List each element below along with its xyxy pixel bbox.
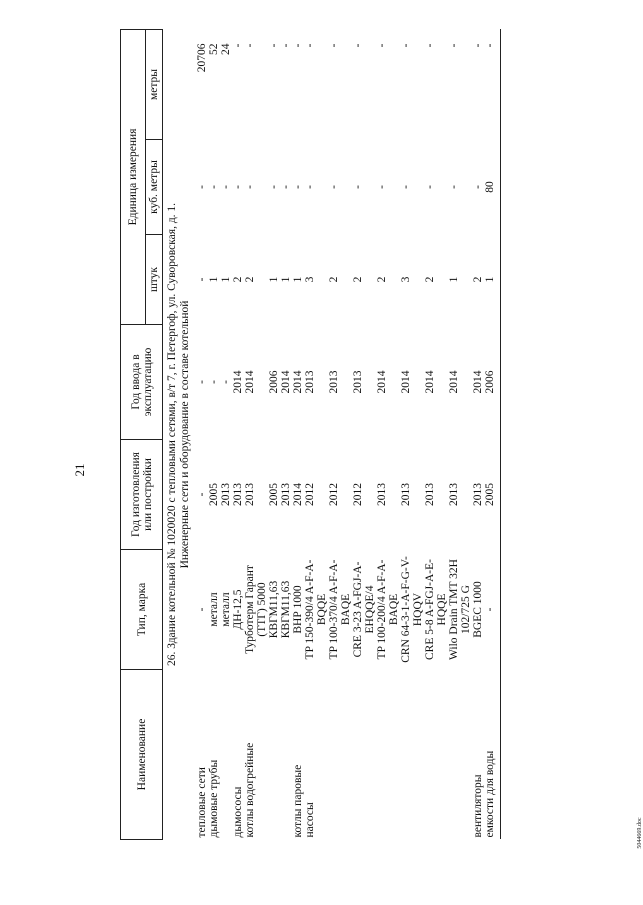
table-bottom-rule [496,29,501,839]
cell-name: тепловые сети [196,767,208,838]
table-row [424,29,448,839]
cell-made: 2012 [352,483,364,506]
cell-name [328,670,352,840]
header-unit: Единица измерения [121,29,146,324]
cell-name [220,670,232,840]
table-row [376,29,400,839]
table-row [304,29,328,839]
cell-m: 24 [220,43,232,55]
table-row [400,29,424,839]
rotated-table-sheet [120,30,590,840]
cell-m: - [232,43,244,48]
cell-pcs: 2 [376,276,388,283]
cell-comm: 2013 [304,370,316,394]
cell-m: - [376,43,388,48]
cell-m: - [268,43,280,48]
cell-pcs: 3 [304,276,316,283]
cell-made: 2013 [448,483,460,506]
cell-m: - [328,43,340,48]
cell-name: насосы [304,802,316,838]
cell-pcs: 2 [352,276,364,283]
cell-name [400,670,424,840]
table-row [220,29,232,839]
cell-m3: - [232,185,244,189]
cell-comm: 2014 [400,370,412,394]
cell-comm: 2014 [292,370,304,394]
cell-pcs: 1 [484,276,496,283]
cell-type: металл [208,592,220,627]
cell-comm: 2014 [376,370,388,394]
cell-comm: - [220,380,232,384]
cell-comm: 2006 [484,370,496,394]
cell-comm: - [196,380,208,384]
table-row [280,29,292,839]
section-title-row [163,29,197,839]
table-row [196,29,208,839]
cell-type: CRE 3-23 A-FGJ-A-EHQQE/4 [352,561,376,658]
cell-made: 2005 [484,483,496,506]
cell-pcs: 2 [244,276,256,283]
cell-type: TP 100-200/4 A-F-A-BAQE [376,559,400,660]
cell-made: 2013 [376,483,388,506]
cell-made: 2014 [292,483,304,506]
cell-type: КВГМ11,63 [268,580,280,639]
cell-name [352,670,376,840]
cell-pcs: 2 [424,276,436,283]
cell-comm: 2014 [424,370,436,394]
cell-m: 52 [208,43,220,55]
table-row [232,29,244,839]
cell-m3: 80 [484,181,496,193]
cell-made: 2012 [304,483,316,506]
cell-m: - [484,43,496,48]
cell-m3: - [328,185,340,189]
cell-m3: - [268,185,280,189]
cell-m: - [424,43,436,48]
header-type: Тип, марка [121,550,163,670]
cell-type: металл [220,592,232,627]
cell-made: 2013 [232,483,244,506]
cell-m: - [448,43,460,48]
cell-comm: - [208,380,220,384]
footer-filename: 5044669.doc [637,817,643,849]
cell-type: Wilo Drain TMT 32H 102/725 G [448,559,472,661]
cell-name [376,670,400,840]
cell-pcs: 1 [292,276,304,283]
cell-m3: - [292,185,304,189]
cell-type: ДН-12,5 [232,589,244,630]
cell-m3: - [472,185,484,189]
header-name: Наименование [121,670,163,840]
page-number: 21 [72,463,87,477]
cell-name [424,670,448,840]
section-title: 26. Здание котельной № 1020020 с тепловыми сетями, в/т 7, г. Петергоф, ул. Суворовская, д. 1. [166,202,178,667]
cell-m3: - [400,185,412,189]
table-row [484,29,496,839]
cell-comm: 2014 [472,370,484,394]
header-pcs: штук [146,235,163,325]
cell-made: 2013 [244,483,256,506]
cell-m3: - [244,185,256,189]
cell-type: CRN 64-3-1-A-F-G-V-HQQV [400,556,424,663]
cell-name [280,670,292,840]
cell-m3: - [352,185,364,189]
cell-made: 2013 [424,483,436,506]
cell-name: дымовые трубы [208,759,220,838]
cell-type: TP 100-370/4 A-F-A-BAQE [328,559,352,660]
cell-m3: - [304,185,316,189]
cell-pcs: 1 [280,276,292,283]
table-row [268,29,280,839]
cell-comm: 2014 [232,370,244,394]
cell-m3: - [280,185,292,189]
table-row [352,29,376,839]
cell-name: котлы паровые [292,764,304,838]
cell-pcs: 3 [400,276,412,283]
cell-m: - [292,43,304,48]
cell-comm: 2014 [280,370,292,394]
cell-pcs: 1 [220,276,232,283]
cell-name [268,670,280,840]
header-made-year: Год изготовления или постройки [121,440,163,550]
cell-m3: - [220,185,232,189]
cell-made: 2005 [208,483,220,506]
cell-type: КВГМ11,63 [280,580,292,639]
cell-m: 20706 [196,43,208,73]
cell-comm: 2006 [268,370,280,394]
cell-m: - [244,43,256,48]
cell-pcs: 1 [208,276,220,283]
cell-made: - [196,492,208,497]
cell-type: - [196,607,208,612]
cell-type: TP 150-390/4 A-F-A-BQQE [304,559,328,660]
cell-m: - [472,43,484,48]
cell-comm: 2014 [448,370,460,394]
table-row [208,29,220,839]
cell-type: - [484,607,496,612]
cell-made: 2013 [472,483,484,506]
cell-m3: - [208,185,220,189]
cell-name: дымососы [232,786,244,838]
header-m: метры [146,29,163,139]
cell-pcs: 1 [448,276,460,283]
cell-pcs: 2 [328,276,340,283]
header-m3: куб. метры [146,140,163,235]
cell-m3: - [196,185,208,189]
table-row [448,29,472,839]
cell-m: - [352,43,364,48]
cell-pcs: - [196,277,208,282]
cell-m: - [400,43,412,48]
cell-name [448,670,472,840]
cell-type: CRE 5-8 A-FGJ-A-E-HQQE [424,559,448,660]
cell-m3: - [424,185,436,189]
cell-m: - [280,43,292,48]
cell-made: 2013 [400,483,412,506]
cell-pcs: 2 [232,276,244,283]
cell-comm: 2013 [328,370,340,394]
cell-made: 2013 [280,483,292,506]
section-subtitle: Инженерные сети и оборудование в составе котельной [179,300,191,569]
cell-made: 2005 [268,483,280,506]
cell-m: - [304,43,316,48]
cell-type: BGEC 1000 [472,581,484,638]
table-row [292,29,304,839]
cell-comm: 2013 [352,370,364,394]
cell-name: котлы водогрейные [244,742,256,838]
cell-comm: 2014 [244,370,256,394]
table-row [472,29,484,839]
table-body [163,29,501,839]
cell-pcs: 2 [472,276,484,283]
cell-pcs: 1 [268,276,280,283]
cell-m3: - [376,185,388,189]
table-row [244,29,268,839]
cell-type: Турботерм Гарант (ТТГ) 5000 [244,565,268,654]
equipment-table [120,29,501,840]
header-commissioned-year: Год ввода в эксплуатацию [121,325,163,440]
table-row [328,29,352,839]
cell-type: ВНР 1000 [292,585,304,634]
cell-made: 2012 [328,483,340,506]
cell-name: емкости для воды [484,750,496,838]
cell-name: вентиляторы [472,774,484,838]
cell-m3: - [448,185,460,189]
cell-made: 2013 [220,483,232,506]
